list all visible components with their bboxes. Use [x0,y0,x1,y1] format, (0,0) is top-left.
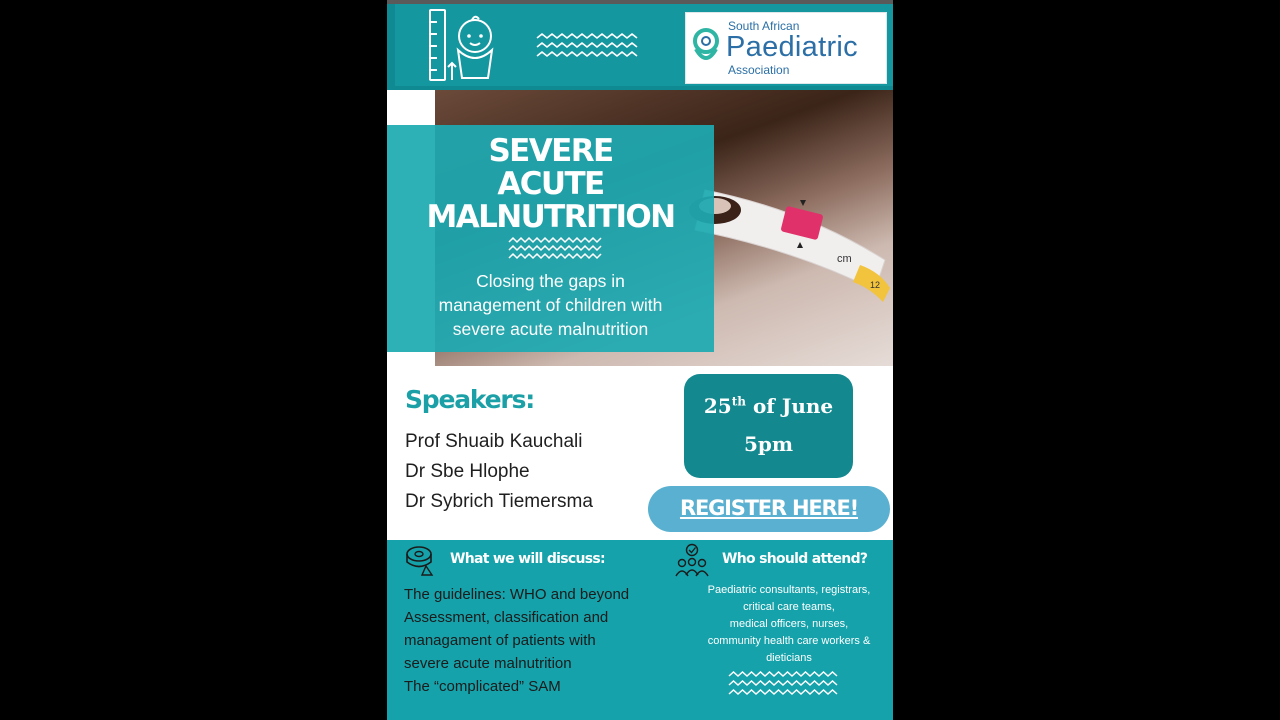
speakers-heading: Speakers: [405,385,535,414]
register-button[interactable] [648,486,890,532]
logo-line-3: Association [728,63,790,77]
zigzag-decoration [729,672,837,698]
subtitle-line-3: severe acute malnutrition [452,319,649,339]
tape-measure-icon [404,545,434,577]
title-line-3: MALNUTRITION [426,199,675,235]
attend-item: community health care workers & [707,635,871,647]
subtitle-line-1: Closing the gaps in [476,271,625,291]
muac-tape-illustration [685,170,893,366]
event-date [684,394,853,418]
event-title [387,135,714,234]
subtitle-line-2: management of children with [438,295,663,315]
date-day: 25 [703,394,732,418]
date-month: of June [745,394,834,418]
discuss-heading: What we will discuss: [450,551,605,567]
people-group-icon [675,543,709,579]
register-button-label[interactable]: REGISTER HERE! [679,496,859,520]
title-line-2: ACUTE [497,166,604,202]
attend-item: Paediatric consultants, registrars, [707,584,871,596]
date-day-suffix: th [731,394,746,409]
zigzag-decoration [537,34,637,60]
event-poster [387,0,893,720]
speaker-name: Prof Shuaib Kauchali [405,431,583,452]
title-panel [387,125,714,352]
ruler-baby-icon [428,8,508,84]
discuss-item: The guidelines: WHO and beyond [404,586,630,603]
tape-number-label: 12 [870,280,881,290]
discuss-item: The “complicated” SAM [404,678,561,695]
speaker-name: Dr Sbe Hlophe [405,461,530,482]
attend-item: medical officers, nurses, [729,618,849,630]
event-time: 5pm [743,432,794,456]
attend-item: dieticians [766,652,812,664]
zigzag-decoration [509,238,601,262]
title-line-1: SEVERE [488,133,613,169]
speaker-name: Dr Sybrich Tiemersma [405,491,593,512]
tape-unit-label: cm [837,253,852,265]
attend-item: critical care teams, [743,601,835,613]
logo-line-1: South African [728,19,800,33]
header-banner [387,4,893,90]
logo-line-2: Paediatric [726,31,858,63]
date-time-box [684,374,853,478]
event-subtitle [387,269,714,341]
logo-mark-icon [692,27,720,71]
association-logo [685,12,887,84]
discuss-item: severe acute malnutrition [404,655,572,672]
discuss-item: managament of patients with [404,632,596,649]
attend-heading: Who should attend? [722,551,868,567]
discuss-item: Assessment, classification and [404,609,609,626]
